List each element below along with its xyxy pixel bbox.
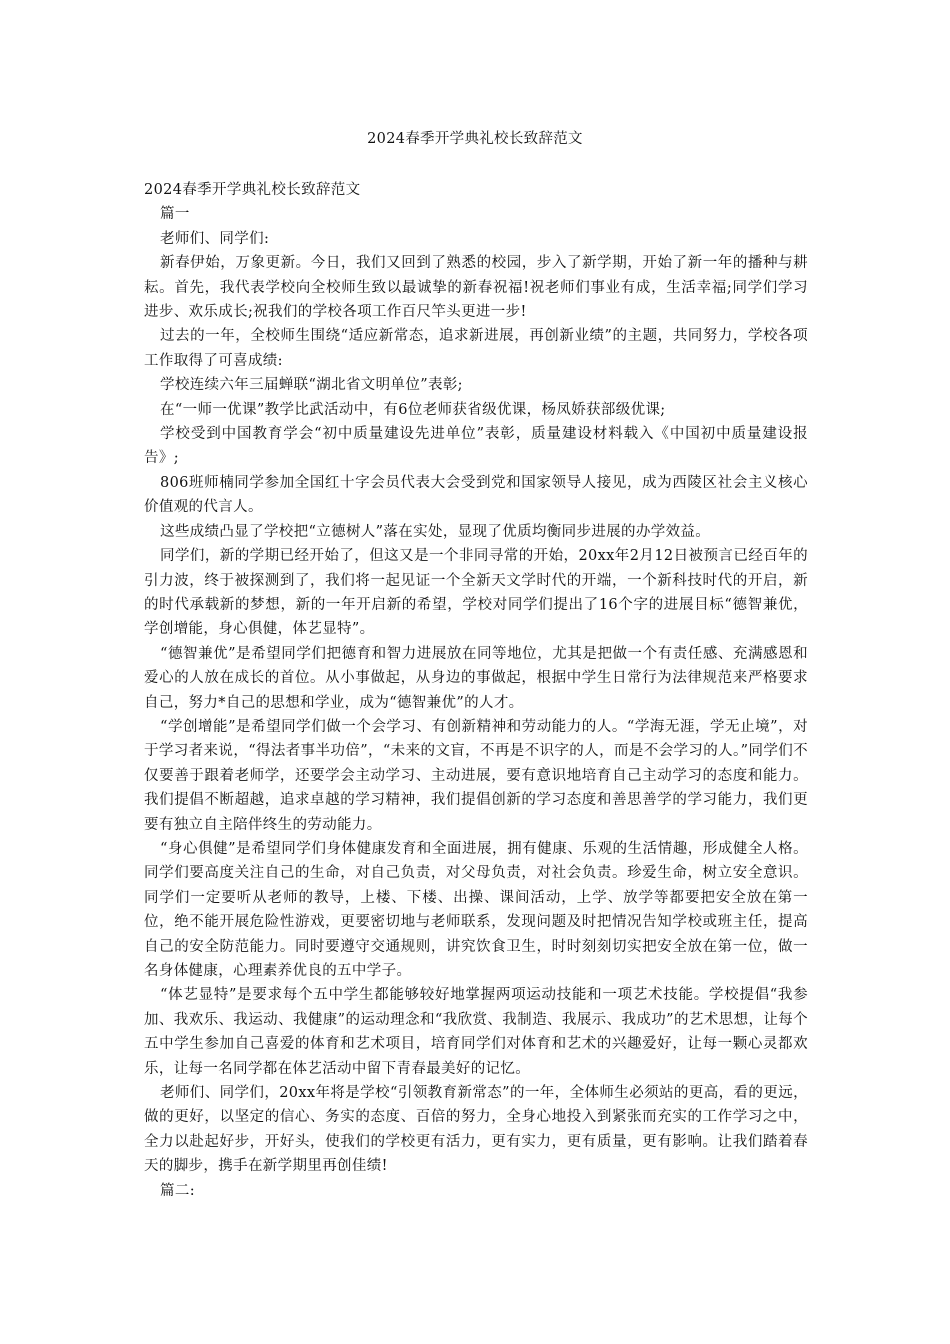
paragraph: “学创增能”是希望同学们做一个会学习、有创新精神和劳动能力的人。“学海无涯，学无止境”，对于学习者来说，“得法者事半功倍”，“未来的文盲，不再是不识字的人，而是不会学习的人。”同学们不仅要善于跟着老师学，还要学会主动学习、主动进展，要有意识地培育自己主动学习的态度和能力。我们提倡不断超越，追求卓越的学习精神，我们提倡创新的学习态度和善思善学的学习能力，我们更要有独立自主陪伴终生的劳动能力。 <box>144 718 808 833</box>
achievement-item: 在“一师一优课”教学比武活动中，有6位老师获省级优课，杨凤娇获部级优课; <box>160 401 666 418</box>
achievement-item: 学校连续六年三届蝉联“湖北省文明单位”表彰; <box>160 377 463 394</box>
section-heading-2: 篇二: <box>160 1182 195 1199</box>
paragraph: “身心俱健”是希望同学们身体健康发育和全面进展，拥有健康、乐观的生活情趣，形成健全人格。同学们要高度关注自己的生命，对自己负责，对父母负责，对社会负责。珍爱生命，树立安全意识。同学们一定要听从老师的教导，上楼、下楼、出操、课间活动，上学、放学等都要把安全放在第一位，绝不能开展危险性游戏，更要密切地与老师联系，发现问题及时把情况告知学校或班主任，提高自己的安全防范能力。同时要遵守交通规则，讲究饮食卫生，时时刻刻切实把安全放在第一位，做一名身体健康，心理素养优良的五中学子。 <box>144 840 808 979</box>
paragraph: 这些成绩凸显了学校把“立德树人”落在实处，显现了优质均衡同步进展的办学效益。 <box>160 523 711 540</box>
document-subtitle: 2024春季开学典礼校长致辞范文 <box>144 182 361 198</box>
achievement-item: 806班师楠同学参加全国红十字会员代表大会受到党和国家领导人接见，成为西陵区社会主义核心价值观的代言人。 <box>144 474 808 516</box>
paragraph: “德智兼优”是希望同学们把德育和智力进展放在同等地位，尤其是把做一个有责任感、充满感恩和爱心的人放在成长的首位。从小事做起，从身边的事做起，根据中学生日常行为法律规范来严格要求自己，努力*自己的思想和学业，成为“德智兼优”的人才。 <box>144 645 808 711</box>
document-body <box>144 178 808 1203</box>
section-heading-1: 篇一 <box>160 206 190 223</box>
page-title: 2024春季开学典礼校长致辞范文 <box>367 131 583 147</box>
paragraph: 过去的一年，全校师生围绕“适应新常态，追求新进展，再创新业绩”的主题，共同努力，学校各项工作取得了可喜成绩: <box>144 328 808 369</box>
paragraph: 老师们、同学们，20xx年将是学校“引领教育新常态”的一年，全体师生必须站的更高，看的更远，做的更好，以坚定的信心、务实的态度、百倍的努力，全身心地投入到紧张而充实的工作学习之中，全力以赴起好步，开好头，使我们的学校更有活力，更有实力，更有质量，更有影响。让我们踏着春天的脚步，携手在新学期里再创佳绩! <box>144 1085 808 1175</box>
achievement-item: 学校受到中国教育学会“初中质量建设先进单位”表彰，质量建设材料载入《中国初中质量建设报告》; <box>144 426 808 467</box>
salutation: 老师们、同学们: <box>160 230 270 247</box>
paragraph: “体艺显特”是要求每个五中学生都能够较好地掌握两项运动技能和一项艺术技能。学校提倡“我参加、我欢乐、我运动、我健康”的运动理念和“我欣赏、我制造、我展示、我成功”的艺术思想，让每个五中学生参加自己喜爱的体育和艺术项目，培育同学们对体育和艺术的兴趣爱好，让每一颗心灵都欢乐，让每一名同学都在体艺活动中留下青春最美好的记忆。 <box>144 987 808 1077</box>
paragraph: 同学们，新的学期已经开始了，但这又是一个非同寻常的开始，20xx年2月12日被预言已经百年的引力波，终于被探测到了，我们将一起见证一个全新天文学时代的开端，一个新科技时代的开启，新的时代承载新的梦想，新的一年开启新的希望，学校对同学们提出了16个字的进展目标“德智兼优，学创增能，身心俱健，体艺显特”。 <box>144 548 808 638</box>
paragraph: 新春伊始，万象更新。今日，我们又回到了熟悉的校园，步入了新学期，开始了新一年的播种与耕耘。首先，我代表学校向全校师生致以最诚挚的新春祝福!祝老师们事业有成，生活幸福;同学们学习进步、欢乐成长;祝我们的学校各项工作百尺竿头更进一步! <box>144 255 808 321</box>
